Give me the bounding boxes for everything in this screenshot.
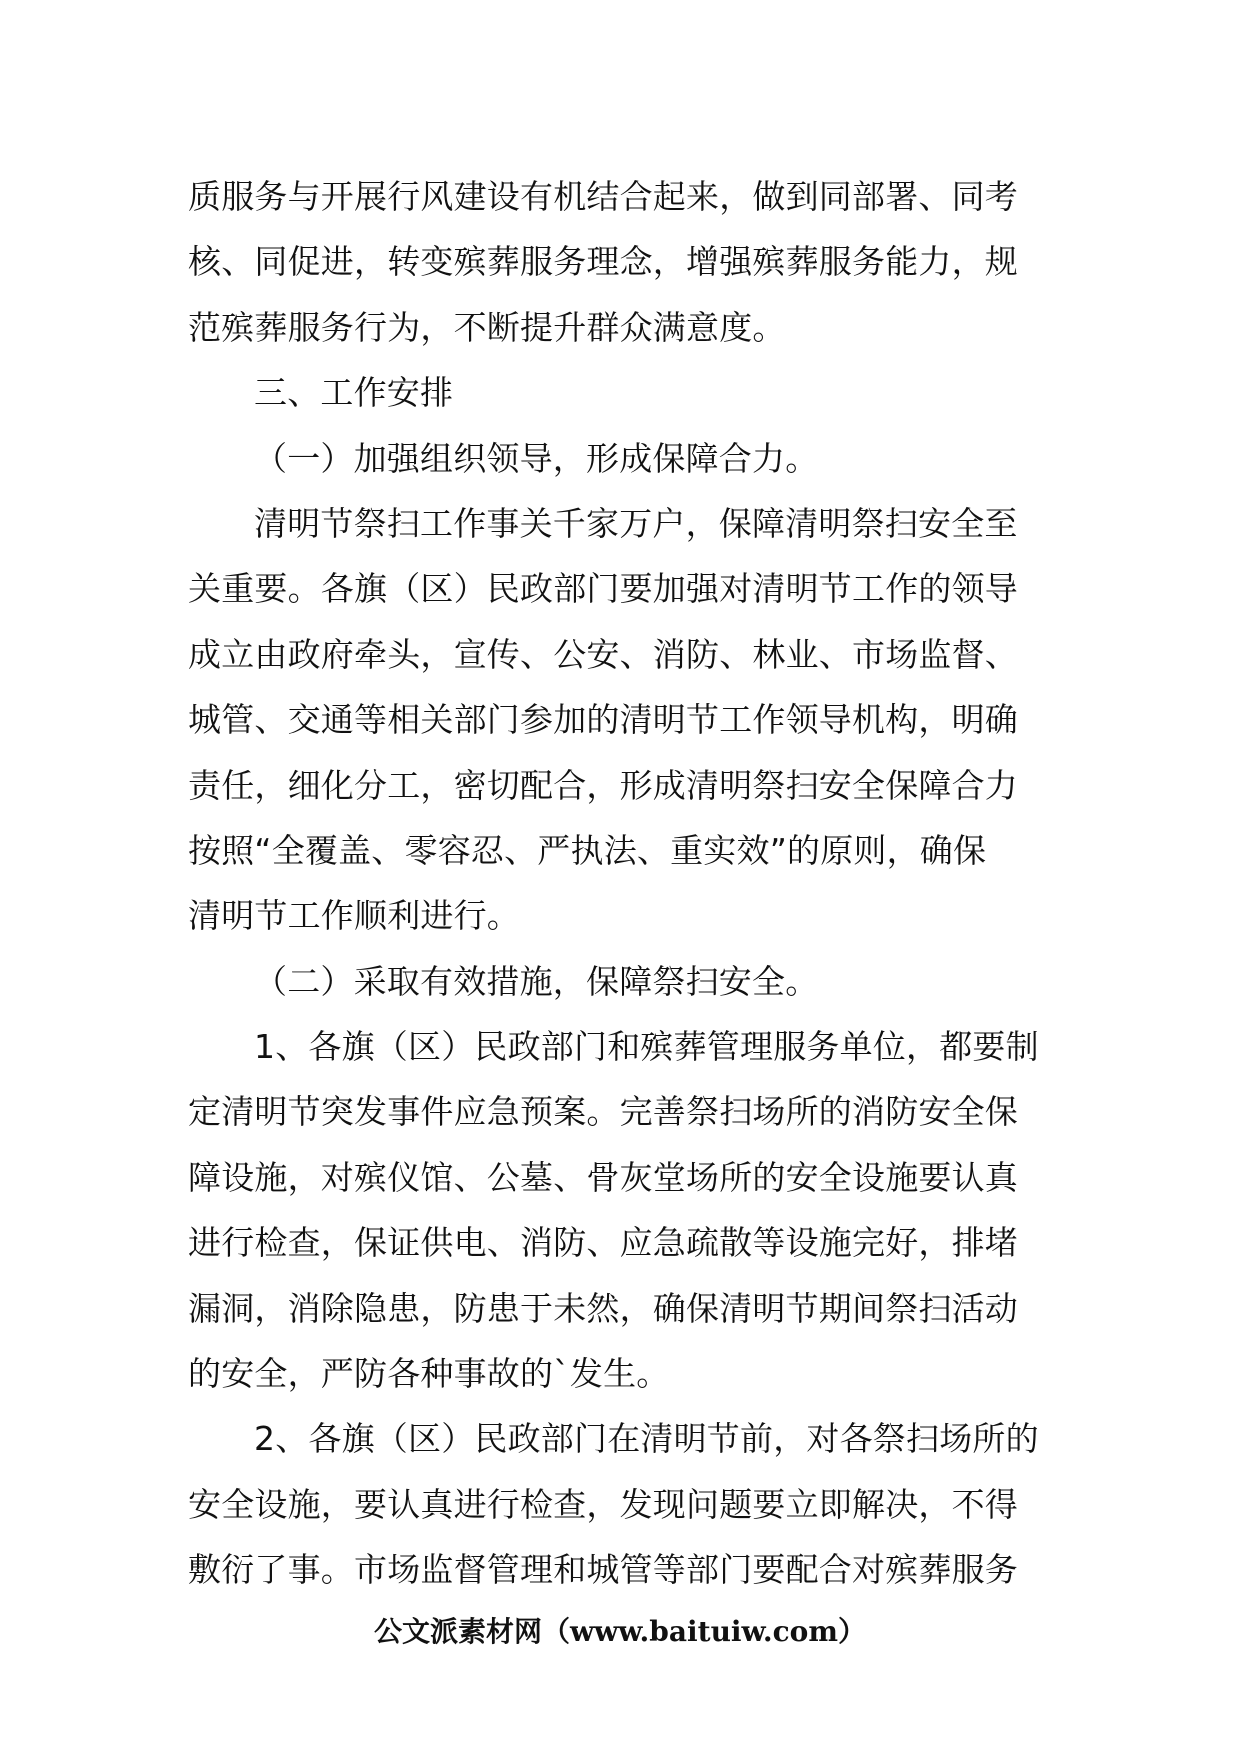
text-line: 核、同促进，转变殡葬服务理念，增强殡葬服务能力，规 (188, 242, 1018, 282)
watermark-footer: 公文派素材网（www.baituiw.com） (374, 1615, 866, 1648)
text-line: 漏洞，消除隐患，防患于未然，确保清明节期间祭扫活动 (188, 1288, 1018, 1328)
text-line: 敷衍了事。市场监督管理和城管等部门要配合对殡葬服务 (188, 1550, 1018, 1590)
text-line: 城管、交通等相关部门参加的清明节工作领导机构，明确 (188, 700, 1018, 740)
document-body (188, 164, 1058, 1603)
text-line: 障设施，对殡仪馆、公墓、骨灰堂场所的安全设施要认真 (188, 1157, 1018, 1197)
text-line: 进行检查，保证供电、消防、应急疏散等设施完好，排堵 (188, 1223, 1018, 1263)
text-line: 1、各旗（区）民政部门和殡葬管理服务单位，都要制 (254, 1027, 1039, 1067)
text-line: 责任，细化分工，密切配合，形成清明祭扫安全保障合力 (188, 765, 1018, 805)
text-line: 关重要。各旗（区）民政部门要加强对清明节工作的领导 (188, 569, 1018, 609)
text-line: 三、工作安排 (254, 373, 454, 413)
text-line: 的安全，严防各种事故的`发生。 (188, 1354, 670, 1394)
text-line: （一）加强组织领导，形成保障合力。 (254, 438, 819, 478)
text-line: 清明节祭扫工作事关千家万户，保障清明祭扫安全至 (254, 503, 1018, 543)
text-line: 清明节工作顺利进行。 (188, 896, 520, 936)
text-line: （二）采取有效措施，保障祭扫安全。 (254, 961, 819, 1001)
text-line: 按照“全覆盖、零容忍、严执法、重实效”的原则，确保 (188, 830, 987, 870)
text-line: 2、各旗（区）民政部门在清明节前，对各祭扫场所的 (254, 1419, 1039, 1459)
text-line: 定清明节突发事件应急预案。完善祭扫场所的消防安全保 (188, 1092, 1018, 1132)
text-line: 成立由政府牵头，宣传、公安、消防、林业、市场监督、 (188, 634, 1018, 674)
text-line: 安全设施，要认真进行检查，发现问题要立即解决，不得 (188, 1484, 1018, 1524)
text-line: 范殡葬服务行为，不断提升群众满意度。 (188, 307, 786, 347)
text-line: 质服务与开展行风建设有机结合起来，做到同部署、同考 (188, 177, 1018, 216)
